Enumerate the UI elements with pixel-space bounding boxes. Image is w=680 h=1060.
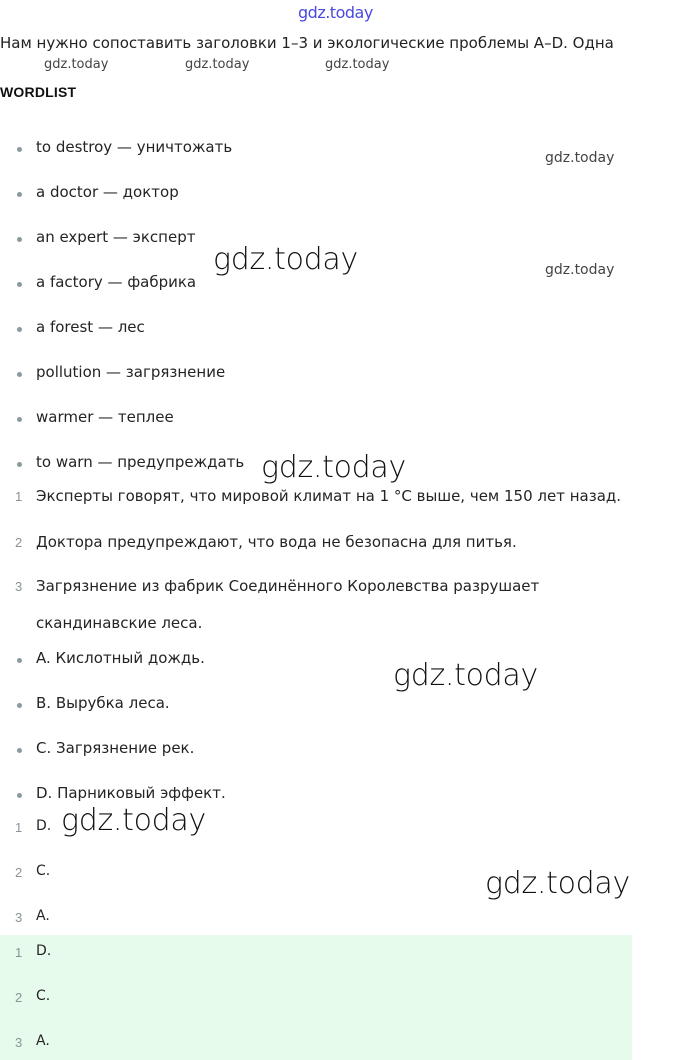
watermark: gdz.today	[325, 57, 390, 72]
watermark: gdz.today	[185, 57, 250, 72]
watermark: gdz.today	[261, 450, 406, 485]
bullet-icon	[17, 703, 22, 708]
headline-text: Доктора предупреждают, что вода не безопасна для питья.	[36, 533, 517, 551]
wordlist-item-text: warmer — теплее	[36, 408, 174, 426]
problem-text: A. Кислотный дождь.	[36, 649, 205, 667]
item-number: 1	[15, 489, 23, 504]
wordlist-title: WORDLIST	[0, 84, 77, 100]
watermark: gdz.today	[393, 658, 538, 693]
answer-text: C.	[36, 988, 51, 1004]
bullet-icon	[17, 658, 22, 663]
site-logo: gdz.today	[298, 3, 373, 22]
answer-block	[0, 935, 632, 1060]
intro-text: Нам нужно сопоставить заголовки 1–3 и экологические проблемы A–D. Одна	[0, 34, 614, 52]
headline-text: Эксперты говорят, что мировой климат на 1 °C выше, чем 150 лет назад.	[36, 487, 622, 505]
watermark: gdz.today	[545, 262, 615, 278]
item-number: 3	[15, 910, 23, 925]
bullet-icon	[17, 147, 22, 152]
problem-text: D. Парниковый эффект.	[36, 784, 226, 802]
bullet-icon	[17, 748, 22, 753]
bullet-icon	[17, 462, 22, 467]
watermark: gdz.today	[61, 803, 206, 838]
wordlist-item-text: to warn — предупреждать	[36, 453, 245, 471]
item-number: 1	[15, 945, 23, 960]
problem-text: C. Загрязнение рек.	[36, 739, 195, 757]
wordlist-item-text: a factory — фабрика	[36, 273, 197, 291]
bullet-icon	[17, 793, 22, 798]
problem-text: B. Вырубка леса.	[36, 694, 170, 712]
item-number: 3	[15, 579, 23, 594]
answer-text: A.	[36, 1033, 50, 1049]
watermark: gdz.today	[545, 150, 615, 166]
wordlist-item-text: an expert — эксперт	[36, 228, 196, 246]
watermark: gdz.today	[213, 242, 358, 277]
item-number: 3	[15, 1035, 23, 1050]
solution-text: A.	[36, 908, 50, 924]
item-number: 1	[15, 820, 23, 835]
bullet-icon	[17, 192, 22, 197]
item-number: 2	[15, 865, 23, 880]
wordlist-item-text: pollution — загрязнение	[36, 363, 226, 381]
bullet-icon	[17, 372, 22, 377]
bullet-icon	[17, 237, 22, 242]
solution-text: C.	[36, 863, 51, 879]
wordlist-item-text: a forest — лес	[36, 318, 145, 336]
bullet-icon	[17, 282, 22, 287]
wordlist-item-text: to destroy — уничтожать	[36, 138, 233, 156]
headline-text-continued: скандинавские леса.	[36, 614, 203, 632]
item-number: 2	[15, 990, 23, 1005]
bullet-icon	[17, 327, 22, 332]
wordlist-item-text: a doctor — доктор	[36, 183, 179, 201]
solution-text: D.	[36, 818, 52, 834]
bullet-icon	[17, 417, 22, 422]
item-number: 2	[15, 535, 23, 550]
watermark: gdz.today	[44, 57, 109, 72]
answer-text: D.	[36, 943, 52, 959]
watermark: gdz.today	[485, 866, 630, 901]
headline-text: Загрязнение из фабрик Соединённого Королевства разрушает	[36, 577, 540, 595]
